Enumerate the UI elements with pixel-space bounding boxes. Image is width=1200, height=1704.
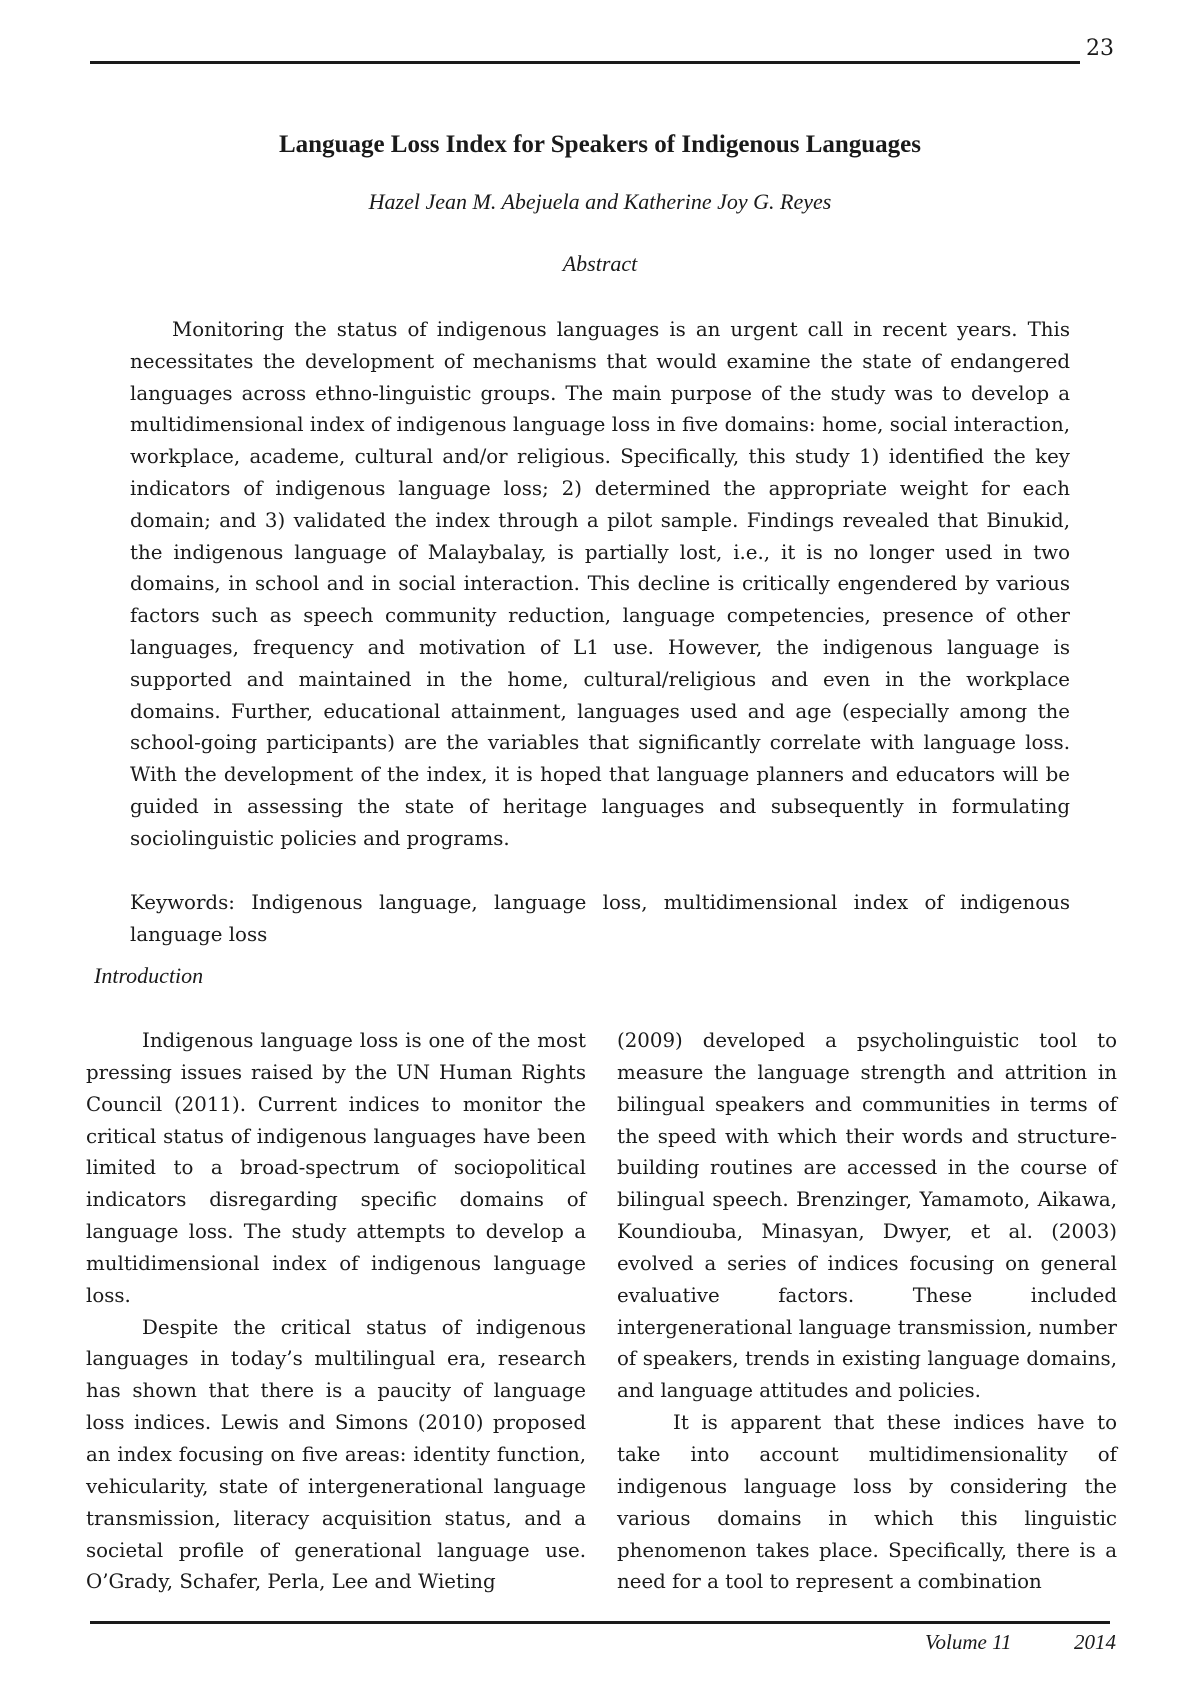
right-column	[617, 1025, 1117, 1598]
page-number: 23	[1086, 36, 1114, 61]
paragraph: It is apparent that these indices have to take into account multidimensionality of indigenous language loss by considering the various domains in which this linguistic phenomenon takes place. Specifically, there is a need for a tool to represent a combination	[617, 1411, 1117, 1594]
left-column	[86, 1025, 586, 1598]
abstract-body: Monitoring the status of indigenous languages is an urgent call in recent years. This necessitates the development of mechanisms that would examine the state of endangered languages across ethno-linguistic groups. The main purpose of the study was to develop a multidimensional index of indigenous language loss in five domains: home, social interaction, workplace, academe, cultural and/or religious. Specifically, this study 1) identified the key indicators of indigenous language loss; 2) determined the appropriate weight for each domain; and 3) validated the index through a pilot sample. Findings revealed that Binukid, the indigenous language of Malaybalay, is partially lost, i.e., it is no longer used in two domains, in school and in social interaction. This decline is critically engendered by various factors such as speech community reduction, language competencies, presence of other languages, frequency and motivation of L1 use. However, the indigenous language is supported and maintained in the home, cultural/religious and even in the workplace domains. Further, educational attainment, languages used and age (especially among the school-going participants) are the variables that significantly correlate with language loss. With the development of the index, it is hoped that language planners and educators will be guided in assessing the state of heritage languages and subsequently in formulating sociolinguistic policies and programs.	[130, 318, 1070, 850]
paragraph: (2009) developed a psycholinguistic tool to measure the language strength and attrition in bilingual speakers and communities in terms of the speed with which their words and structure-building routines are accessed in the course of bilingual speech. Brenzinger, Yamamoto, Aikawa, Koundiouba, Minasyan, Dwyer, et al. (2003) evolved a series of indices focusing on general evaluative factors. These included intergenerational language transmission, number of speakers, trends in existing language domains, and language attitudes and policies.	[617, 1029, 1117, 1403]
authors: Hazel Jean M. Abejuela and Katherine Joy G. Reyes	[368, 189, 832, 214]
footer-rule	[90, 1621, 1110, 1624]
footer-year: 2014	[1074, 1630, 1116, 1654]
introduction-heading: Introduction	[94, 963, 204, 988]
paragraph: Indigenous language loss is one of the most pressing issues raised by the UN Human Rights Council (2011). Current indices to monitor the critical status of indigenous languages have been limited to a broad-spectrum of sociopolitical indicators disregarding specific domains of language loss. The study attempts to develop a multidimensional index of indigenous language loss.	[86, 1029, 586, 1307]
abstract-heading: Abstract	[562, 251, 638, 276]
paragraph: Despite the critical status of indigenous languages in today’s multilingual era, research has shown that there is a paucity of language loss indices. Lewis and Simons (2010) proposed an index focusing on five areas: identity function, vehicularity, state of intergenerational language transmission, literacy acquisition status, and a societal profile of generational language use. O’Grady, Schafer, Perla, Lee and Wieting	[86, 1315, 586, 1594]
paper-title: Language Loss Index for Speakers of Indigenous Languages	[278, 131, 922, 158]
footer-volume: Volume 11	[925, 1630, 1012, 1654]
header-rule	[90, 61, 1080, 64]
keywords: Keywords: Indigenous language, language loss, multidimensional index of indigenous language loss	[130, 891, 1070, 946]
